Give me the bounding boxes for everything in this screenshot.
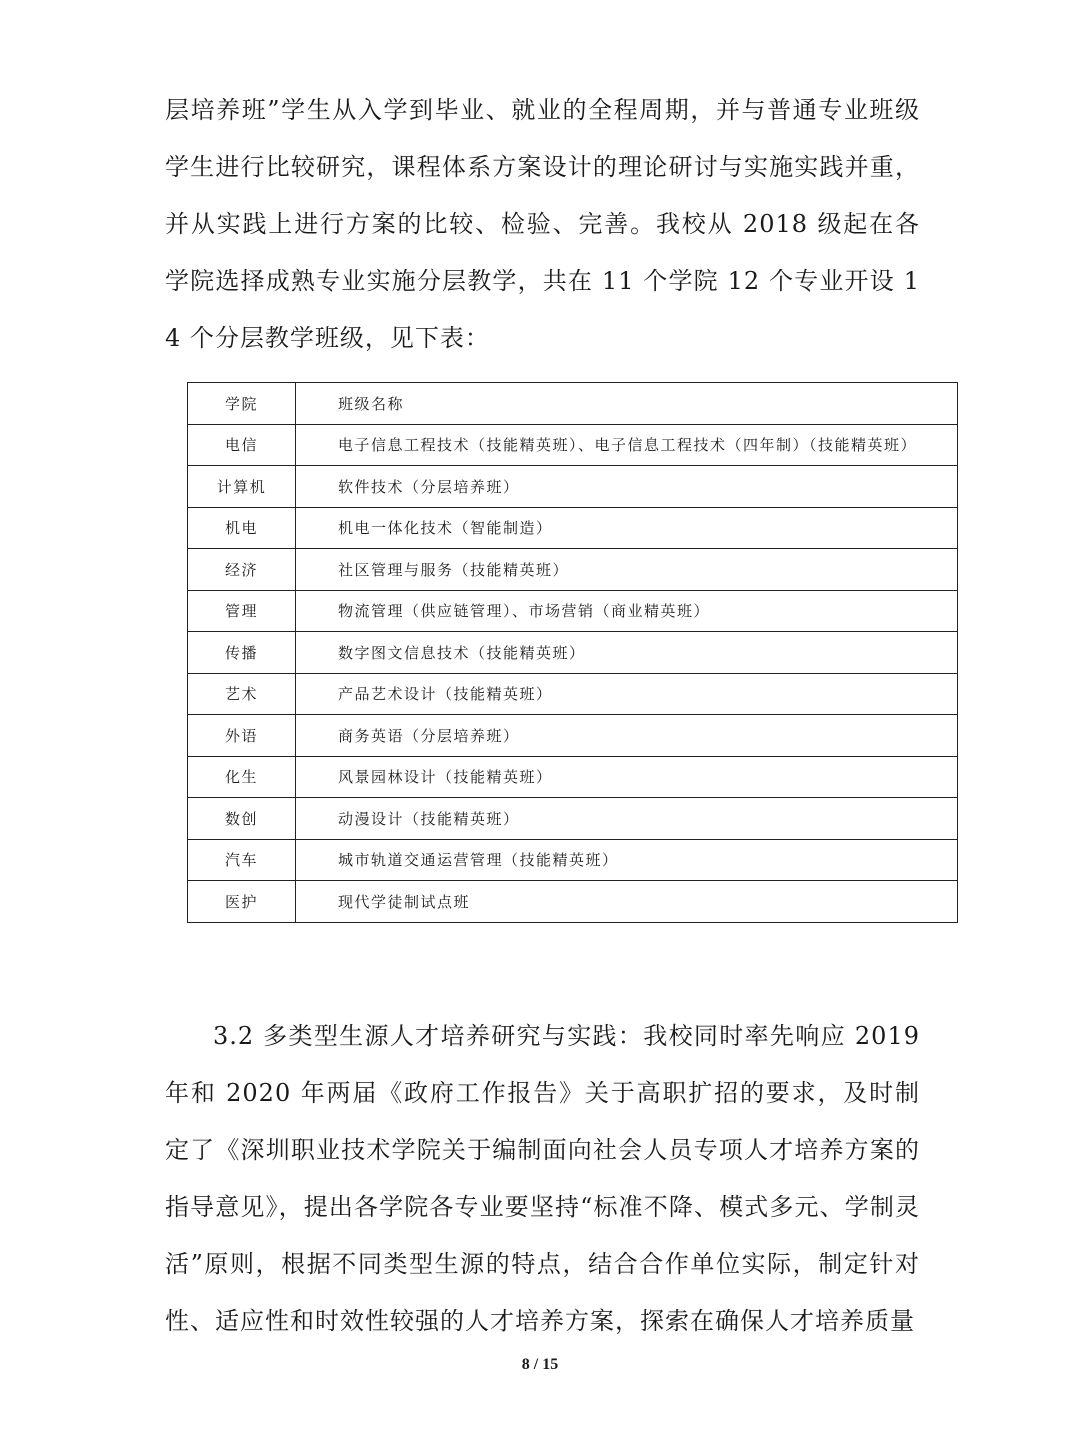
- table-row: [188, 424, 958, 466]
- table-row: [188, 466, 958, 508]
- page-number: 8 / 15: [521, 1356, 559, 1373]
- class-name-cell: 软件技术（分层培养班）: [296, 466, 958, 508]
- table-row: [188, 881, 958, 923]
- header-class-name: 班级名称: [296, 383, 958, 425]
- class-name-cell: 物流管理（供应链管理）、市场营销（商业精英班）: [296, 590, 958, 632]
- table-row: [188, 632, 958, 674]
- table-row: [188, 507, 958, 549]
- college-cell: 化生: [188, 756, 296, 798]
- college-cell: 汽车: [188, 839, 296, 881]
- class-name-cell: 社区管理与服务（技能精英班）: [296, 549, 958, 591]
- table-row: [188, 798, 958, 840]
- class-name-cell: 动漫设计（技能精英班）: [296, 798, 958, 840]
- table-row: [188, 839, 958, 881]
- table-row: [188, 673, 958, 715]
- college-cell: 医护: [188, 881, 296, 923]
- table-row: [188, 715, 958, 757]
- class-name-cell: 现代学徒制试点班: [296, 881, 958, 923]
- table-header-row: [188, 383, 958, 425]
- table-row: [188, 590, 958, 632]
- class-name-cell: 商务英语（分层培养班）: [296, 715, 958, 757]
- college-cell: 艺术: [188, 673, 296, 715]
- college-cell: 外语: [188, 715, 296, 757]
- class-name-cell: 城市轨道交通运营管理（技能精英班）: [296, 839, 958, 881]
- class-name-cell: 产品艺术设计（技能精英班）: [296, 673, 958, 715]
- college-cell: 传播: [188, 632, 296, 674]
- paragraph-bottom: 3.2 多类型生源人才培养研究与实践：我校同时率先响应 2019 年和 2020 年两届《政府工作报告》关于高职扩招的要求，及时制定了《深圳职业技术学院关于编制面向社会人员专项人才培养方案的指导意见》，提出各学院各专业要坚持“标准不降、模式多元、学制灵活”原则，根据不同类型生源的特点，结合合作单位实际，制定针对性、适应性和时效性较强的人才培养方案，探索在确保人才培养质量: [165, 1022, 920, 1335]
- header-college: 学院: [188, 383, 296, 425]
- college-cell: 经济: [188, 549, 296, 591]
- paragraph-top: 层培养班”学生从入学到毕业、就业的全程周期，并与普通专业班级学生进行比较研究，课程体系方案设计的理论研讨与实施实践并重，并从实践上进行方案的比较、检验、完善。我校从 2018 级起在各学院选择成熟专业实施分层教学，共在 11 个学院 12 个专业开设 14 个分层教学班级，见下表：: [165, 96, 920, 352]
- college-cell: 数创: [188, 798, 296, 840]
- college-cell: 机电: [188, 507, 296, 549]
- college-cell: 电信: [188, 424, 296, 466]
- class-name-cell: 机电一体化技术（智能制造）: [296, 507, 958, 549]
- class-table: [187, 382, 958, 923]
- college-cell: 管理: [188, 590, 296, 632]
- table-row: [188, 756, 958, 798]
- table-row: [188, 549, 958, 591]
- class-name-cell: 电子信息工程技术（技能精英班）、电子信息工程技术（四年制）（技能精英班）: [296, 424, 958, 466]
- class-name-cell: 风景园林设计（技能精英班）: [296, 756, 958, 798]
- class-name-cell: 数字图文信息技术（技能精英班）: [296, 632, 958, 674]
- college-cell: 计算机: [188, 466, 296, 508]
